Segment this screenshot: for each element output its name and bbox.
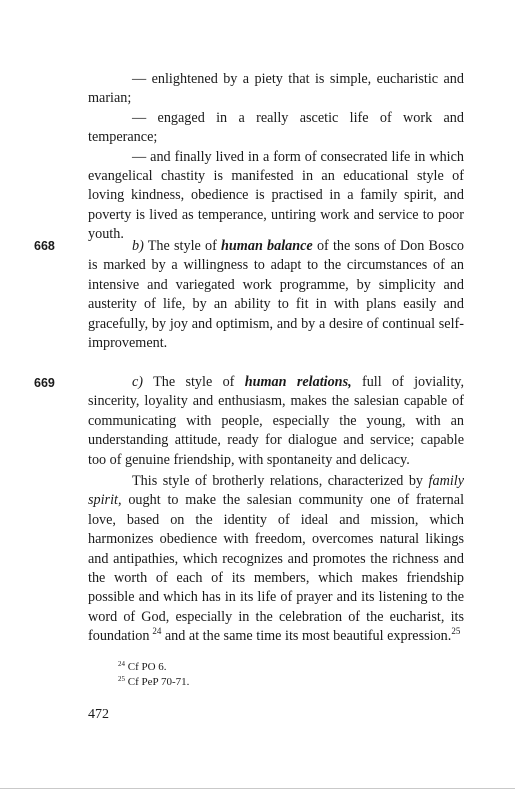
footnote-text: Cf PO 6.: [127, 661, 167, 673]
paragraph-text-pre: This style of brotherly relations, characterized by: [132, 473, 424, 490]
footnote: [118, 660, 189, 675]
footnotes: [118, 660, 189, 690]
paragraph-text-pre: The style of: [147, 238, 217, 254]
emphasis-term: human relations,: [244, 374, 352, 390]
page-edge-divider: [0, 788, 515, 789]
margin-number-669: 669: [34, 376, 55, 390]
paragraph-text-end: and at the same time its most beautiful expression.: [164, 628, 452, 645]
emphasis-term: human balance: [221, 238, 313, 254]
footnote-number: 24: [118, 660, 125, 668]
section-668: [88, 237, 464, 353]
paragraph-669: [88, 373, 464, 470]
section-669: [88, 373, 464, 647]
paragraph-text-post: full of joviality, sincerity, loyality and enthusiasm, makes the salesian capable of communicating with people, especially the young, with an understanding attitude, ready for dialogue and service; capable too of genuine friendship, with spontaneity and delicacy.: [88, 374, 465, 468]
paragraph-668: [88, 237, 464, 353]
footnote: [118, 675, 189, 690]
intro-item-1: — enlightened by a piety that is simple, eucharistic and marian;: [88, 71, 464, 107]
item-label: b): [132, 238, 144, 254]
margin-number-668: 668: [34, 239, 55, 253]
footnote-text: Cf PeP 70-71.: [127, 676, 190, 688]
paragraph-text-pre: The style of: [153, 374, 235, 390]
footnote-ref-24[interactable]: 24: [152, 626, 162, 637]
item-label: c): [132, 374, 144, 390]
footnote-number: 25: [118, 675, 125, 683]
page-number: 472: [88, 707, 109, 722]
paragraph-669-continued: [88, 472, 464, 647]
paragraph-text-mid: ought to make the salesian community one of fraternal love, based on the identity of ideal and mission, which harmonizes obedience with freedom, overcomes natural likings and antipathies, which recognizes and promotes the richness and the worth of each of its members, which makes friendship possible and which has in its life of prayer and its listening to the word of God, especially in the celebration of the eucharist, its foundation: [88, 492, 465, 645]
footnote-ref-25[interactable]: 25: [451, 626, 461, 637]
paragraph-text-post: of the sons of Don Bosco is marked by a willingness to adapt to the circumstances of an intensive and variegated work programme, by simplicity and austerity of life, by an ability to fit in with plans easily and gracefully, by joy and optimism, and by a desire of continual self-improvement.: [88, 238, 465, 352]
intro-item-2: — engaged in a really ascetic life of work and temperance;: [88, 109, 464, 146]
emphasis-term: family spirit,: [88, 473, 464, 509]
intro-list: [88, 70, 464, 245]
intro-item-3: — and finally lived in a form of consecrated life in which evangelical chastity is manifested in an educational style of loving kindness, obedience is practised in a family spirit, and poverty is lived as temperance, untiring work and service to poor youth.: [88, 148, 464, 243]
